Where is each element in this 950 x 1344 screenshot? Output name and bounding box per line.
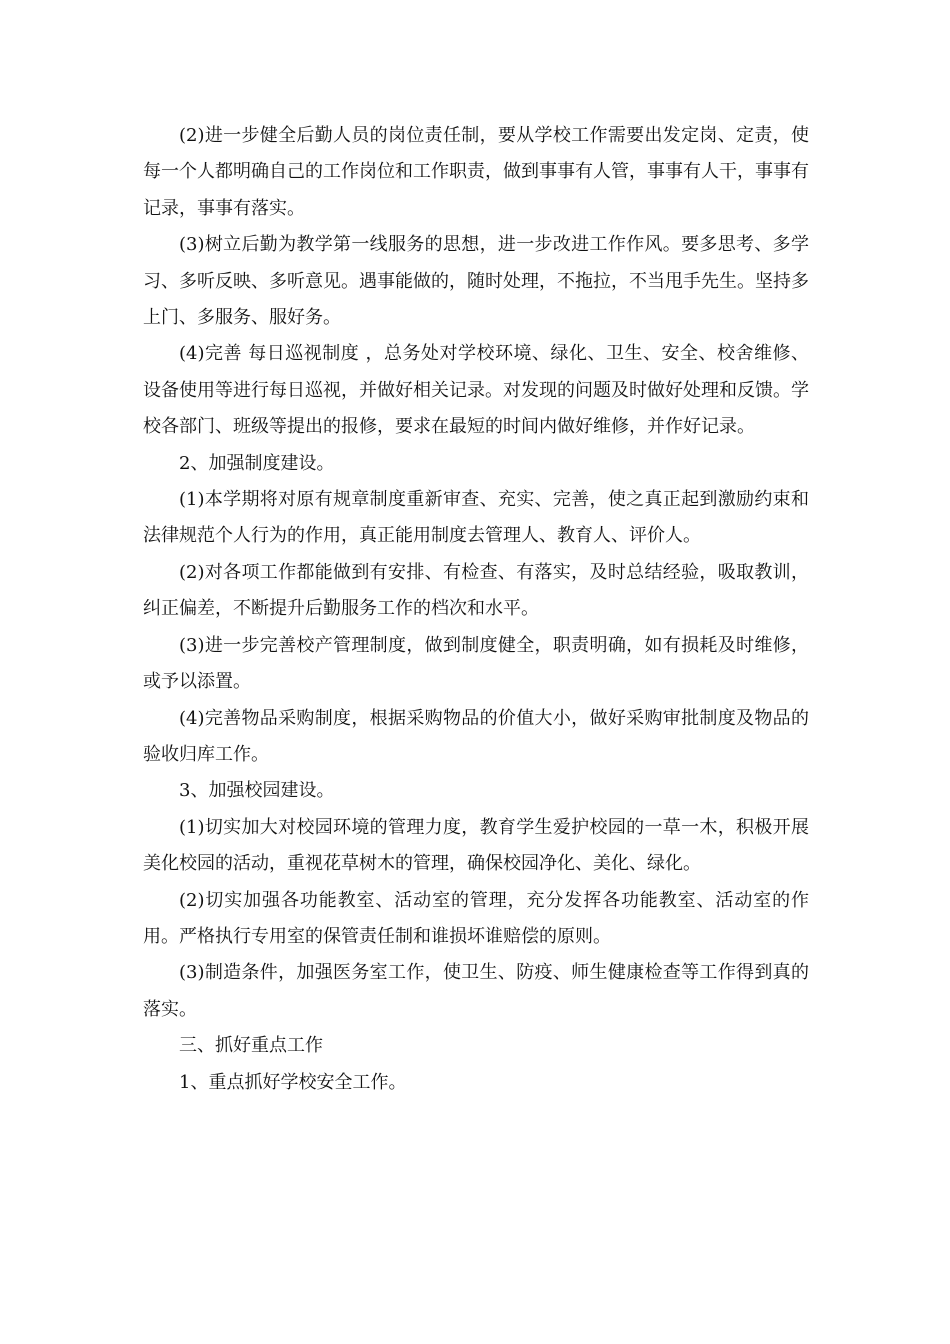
- paragraph-service-attitude: (3)树立后勤为教学第一线服务的思想，进一步改进工作作风。要多思考、多学习、多听反映、多听意见。遇事能做的，随时处理，不拖拉，不当甩手先生。坚持多上门、多服务、服好务。: [143, 234, 809, 329]
- paragraph-classroom-management: (2)切实加强各功能教室、活动室的管理，充分发挥各功能教室、活动室的作用。严格执行专用室的保管责任制和谁损坏谁赔偿的原则。: [143, 889, 809, 947]
- paragraph-daily-inspection: (4)完善 每日巡视制度 ，总务处对学校环境、绿化、卫生、安全、校舍维修、设备使用等进行每日巡视，并做好相关记录。对发现的问题及时做好处理和反馈。学校各部门、班级等提出的报修，要求在最短的时间内做好维修，并作好记录。: [143, 343, 809, 438]
- heading-school-safety: 1、重点抓好学校安全工作。: [179, 1071, 407, 1093]
- paragraph-work-arrangement: (2)对各项工作都能做到有安排、有检查、有落实，及时总结经验，吸取教训，纠正偏差，不断提升后勤服务工作的档次和水平。: [143, 561, 809, 620]
- heading-campus-building: 3、加强校园建设。: [179, 780, 335, 802]
- paragraph-post-responsibility: (2)进一步健全后勤人员的岗位责任制，要从学校工作需要出发定岗、定责，使每一个人都明确自己的工作岗位和工作职责，做到事事有人管，事事有人干，事事有记录，事事有落实。: [143, 125, 809, 219]
- heading-key-work: 三、抓好重点工作: [179, 1035, 323, 1057]
- paragraph-rules-review: (1)本学期将对原有规章制度重新审查、充实、完善，使之真正起到激励约束和法律规范个人行为的作用，真正能用制度去管理人、教育人、评价人。: [143, 489, 809, 547]
- heading-system-building: 2、加强制度建设。: [179, 452, 335, 474]
- paragraph-procurement: (4)完善物品采购制度，根据采购物品的价值大小，做好采购审批制度及物品的验收归库工作。: [143, 707, 809, 765]
- paragraph-asset-management: (3)进一步完善校产管理制度，做到制度健全，职责明确，如有损耗及时维修，或予以添置。: [143, 634, 809, 693]
- paragraph-clinic-work: (3)制造条件，加强医务室工作，使卫生、防疫、师生健康检查等工作得到真的落实。: [143, 962, 809, 1020]
- paragraph-campus-environment: (1)切实加大对校园环境的管理力度，教育学生爱护校园的一草一木，积极开展美化校园的活动，重视花草树木的管理，确保校园净化、美化、绿化。: [143, 816, 809, 875]
- document-body: [143, 118, 809, 1101]
